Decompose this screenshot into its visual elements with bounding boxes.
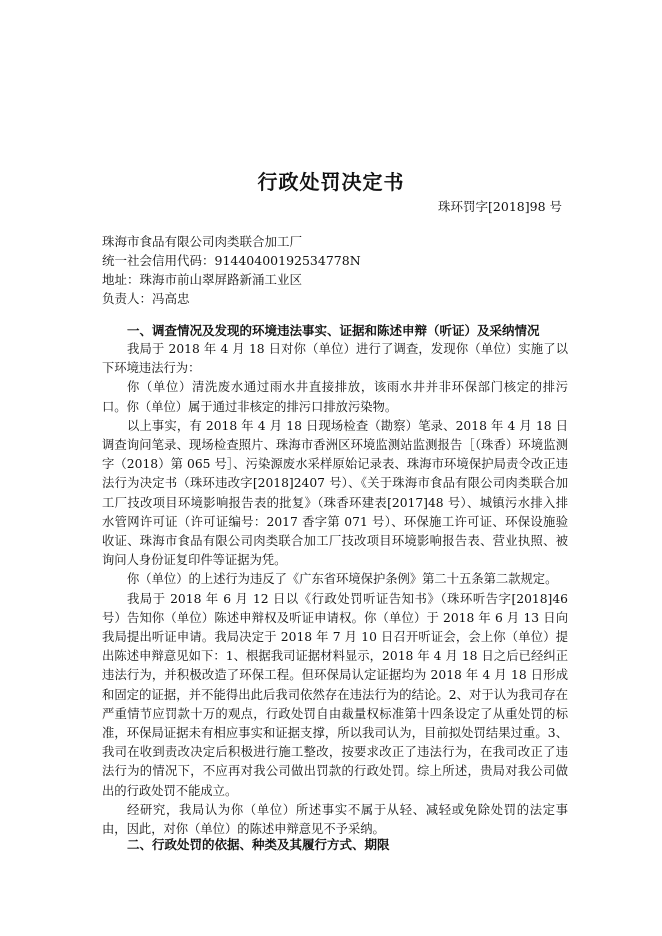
document-number: 珠环罚字[2018]98 号 [438,199,562,214]
paragraph: 你（单位）清洗废水通过雨水井直接排放，该雨水井并非环保部门核定的排污口。你（单位）属于通过非核定的排污口排放污染物。 [102,380,568,414]
paragraph: 以上事实，有 2018 年 4 月 18 日现场检查（勘察）笔录、2018 年 4 月 18 日调查询问笔录、现场检查照片、珠海市香洲区环境监测站监测报告［（珠香）环境监测字（2018）第 065 号］、污染源废水采样原始记录表、珠海市环境保护局责令改正违法行为决定书（珠环违改字[2018]2407 号）、《关于珠海市食品有限公司肉类联合加工厂技改项目环境影响报告表的批复》（珠香环建表[2017]48 号）、城镇污水排入排水管网许可证（许可证编号：2017 香字第 071 号）、环保施工许可证、环保设施验收证、珠海市食品有限公司肉类联合加工厂技改项目环境影响报告表、营业执照、被询问人身份证复印件等证据为凭。 [102,418,568,568]
section-1-body [102,340,568,839]
party-credit-code: 统一社会信用代码：91440400192534778N [102,253,361,268]
paragraph: 我局于 2018 年 6 月 12 日以《行政处罚听证告知书》（珠环听告字[2018]46 号）告知你（单位）陈述申辩权及听证申请权。你（单位）于 2018 年 6 月 13 日向我局提出听证申请。我局决定于 2018 年 7 月 10 日召开听证会，会上你（单位）提出陈述申辩意见如下：1、根据我司证据材料显示，2018 年 4 月 18 日之后已经纠正违法行为，并积极改造了环保工程。但环保局认定证据均为 2018 年 4 月 18 日形成和固定的证据，并不能得出此后我司依然存在违法行为的结论。2、对于认为我司存在严重情节应罚款十万的观点，行政处罚自由裁量权标准第十四条设定了从重处罚的标准，环保局证据未有相应事实和证据支撑，所以我司认为，目前拟处罚结果过重。3、我司在收到责改决定后积极进行施工整改，按要求改正了违法行为，在我司改正了违法行为的情况下，不应再对我公司做出罚款的行政处罚。综上所述，贵局对我公司做出的行政处罚不能成立。 [102,591,568,798]
party-name: 珠海市食品有限公司肉类联合加工厂 [102,234,303,249]
section-2-heading: 二、行政处罚的依据、种类及其履行方式、期限 [127,837,390,852]
party-address: 地址：珠海市前山翠屏路新涌工业区 [102,272,303,287]
paragraph: 你（单位）的上述行为违反了《广东省环境保护条例》第二十五条第二款规定。 [127,572,558,587]
party-person-in-charge: 负责人：冯高忠 [102,291,190,306]
document-title: 行政处罚决定书 [257,170,405,194]
paragraph: 经研究，我局认为你（单位）所述事实不属于从轻、减轻或免除处罚的法定事由，因此，对你（单位）的陈述申辩意见不予采纳。 [102,802,568,837]
section-1-heading: 一、调查情况及发现的环境违法事实、证据和陈述申辩（听证）及采纳情况 [127,323,540,338]
paragraph: 我局于 2018 年 4 月 18 日对你（单位）进行了调查，发现你（单位）实施了以下环境违法行为： [102,342,568,376]
